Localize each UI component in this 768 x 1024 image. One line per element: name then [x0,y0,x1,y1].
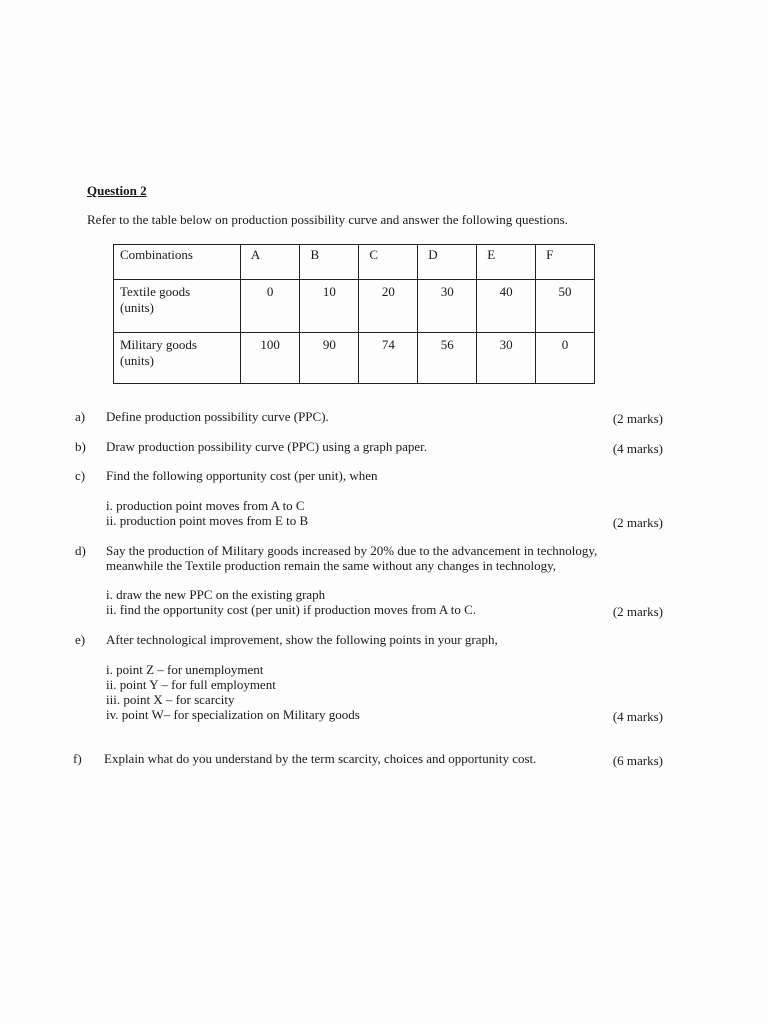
question-e-marks: (4 marks) [612,709,663,724]
question-b-text: Draw production possibility curve (PPC) using a graph paper. [106,439,427,454]
header-b: B [300,245,359,280]
question-a-marks: (2 marks) [612,411,663,426]
table-header-row [114,245,595,280]
table-row-military [114,333,595,384]
header-combinations: Combinations [114,245,241,280]
question-d-letter: d) [75,543,86,558]
table-cell: 20 [359,280,418,333]
header-d: D [418,245,477,280]
military-label [114,333,241,384]
table-cell: 30 [418,280,477,333]
question-e-sub-3: iii. point X – for scarcity [106,692,235,707]
header-c: C [359,245,418,280]
question-b-letter: b) [75,439,86,454]
question-a-text: Define production possibility curve (PPC). [106,409,329,424]
table-cell: 50 [536,280,595,333]
question-title: Question 2 [87,183,147,198]
table-cell: 56 [418,333,477,384]
question-c-text: Find the following opportunity cost (per unit), when [106,468,378,483]
question-a-letter: a) [75,409,86,424]
question-f-text: Explain what do you understand by the term scarcity, choices and opportunity cost. [104,751,537,766]
question-d-sub-2: ii. find the opportunity cost (per unit) if production moves from A to C. [106,602,477,617]
question-e-sub-4: iv. point W– for specialization on Military goods [106,707,360,722]
table-cell: 10 [300,280,359,333]
question-e-sub-1: i. point Z – for unemployment [106,662,264,677]
header-a: A [240,245,300,280]
table-cell: 30 [477,333,536,384]
textile-label-line1: Textile goods [120,284,191,299]
table-cell: 40 [477,280,536,333]
question-e-text: After technological improvement, show the following points in your graph, [106,632,498,647]
question-f-marks: (6 marks) [612,753,663,768]
question-c-letter: c) [75,468,86,483]
military-label-line1: Military goods [120,337,197,352]
question-f-letter: f) [73,751,82,766]
question-intro: Refer to the table below on production possibility curve and answer the following questions. [87,212,568,227]
question-d-sub-1: i. draw the new PPC on the existing graph [106,587,326,602]
question-c-marks: (2 marks) [612,515,663,530]
ppc-table [113,244,595,384]
question-e-letter: e) [75,632,86,647]
table-cell: 0 [240,280,300,333]
table-cell: 74 [359,333,418,384]
question-d-text-line1: Say the production of Military goods increased by 20% due to the advancement in technology, [106,543,598,558]
question-b-marks: (4 marks) [612,441,663,456]
question-d-marks: (2 marks) [612,604,663,619]
question-c-sub-1: i. production point moves from A to C [106,498,305,513]
table-row-textile [114,280,595,333]
header-e: E [477,245,536,280]
header-f: F [536,245,595,280]
table-cell: 90 [300,333,359,384]
question-c-sub-2: ii. production point moves from E to B [106,513,309,528]
question-e-sub-2: ii. point Y – for full employment [106,677,276,692]
military-label-line2: (units) [120,353,154,368]
question-d-text-line2: meanwhile the Textile production remain the same without any changes in technology, [106,558,556,573]
table-cell: 100 [240,333,300,384]
textile-label [114,280,241,333]
textile-label-line2: (units) [120,300,154,315]
table-cell: 0 [536,333,595,384]
